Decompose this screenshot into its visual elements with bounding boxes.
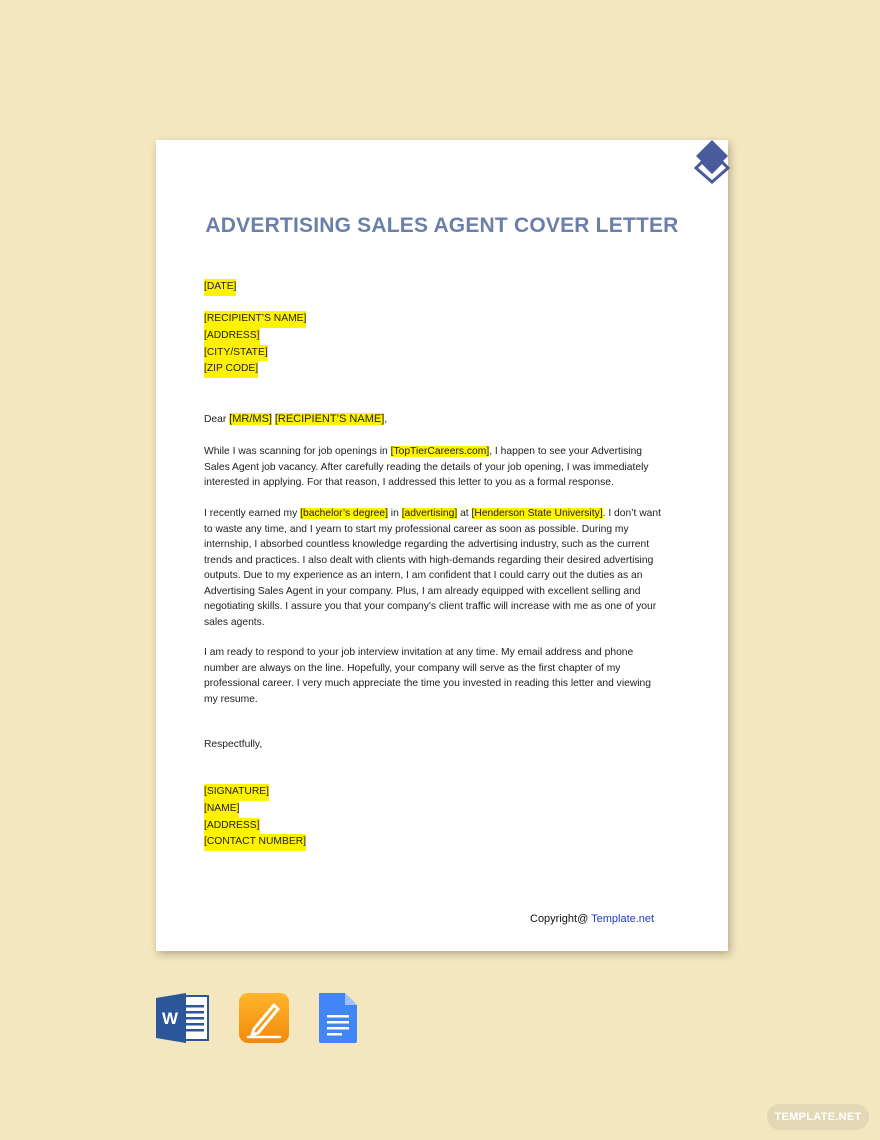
salutation-name: [RECIPIENT’S NAME]: [274, 413, 385, 425]
sender-name: [NAME]: [204, 801, 239, 818]
template-logo-icon: [694, 138, 730, 184]
degree-placeholder: [bachelor’s degree]: [300, 508, 388, 519]
paragraph-1: While I was scanning for job openings in [TopTierCareers.com], I happen to see your Advertising Sales Agent job vacancy. After carefully reading the details of your job opening, I was immediately interested in applying. For that reason, I addressed this letter to you as a formal response.: [204, 446, 649, 488]
word-icon[interactable]: [156, 993, 210, 1043]
salutation-title: [MR/MS]: [229, 413, 272, 425]
recipient-block: [204, 311, 306, 378]
date-placeholder: [DATE]: [204, 279, 236, 296]
recipient-name: [RECIPIENT’S NAME]: [204, 311, 306, 328]
paragraph-3: I am ready to respond to your job interview invitation at any time. My email address and phone number are always on the line. Hopefully, your company will serve as the first chapter of my professional career. I very much appreciate the time you invested in reading this letter and viewing my resume.: [204, 647, 652, 705]
recipient-zip: [ZIP CODE]: [204, 361, 258, 378]
recipient-address: [ADDRESS]: [204, 328, 260, 345]
salutation: Dear [MR/MS] [RECIPIENT’S NAME],: [204, 413, 388, 425]
recipient-city-state: [CITY/STATE]: [204, 345, 268, 362]
sender-address: [ADDRESS]: [204, 818, 260, 835]
letter-page: [156, 140, 728, 951]
signature-block: [204, 784, 306, 851]
closing: Respectfully,: [204, 739, 263, 750]
date-field: [204, 279, 236, 296]
svg-text:W: W: [161, 1009, 179, 1028]
copyright-link[interactable]: Template.net: [591, 913, 655, 925]
paragraph-2: I recently earned my [bachelor’s degree] in [advertising] at [Henderson State University]. I don’t want to waste any time, and I yearn to start my professional career as soon as possible. During my internship, I absorbed countless knowledge regarding the advertising industry, such as the current trends and practices. I also dealt with clients with high-demands regarding their desired advertising outputs. Due to my experience as an intern, I am confident that I could carry out the duties as an Advertising Sales Agent in your company. Plus, I am already equipped with excellent selling and negotiating skills. I assure you that your company's client traffic will increase with me as one of your sales agents.: [204, 508, 661, 628]
google-docs-icon[interactable]: [317, 993, 359, 1043]
pages-icon[interactable]: [238, 993, 290, 1043]
signature-placeholder: [SIGNATURE]: [204, 784, 269, 801]
sender-contact: [CONTACT NUMBER]: [204, 834, 306, 851]
template-net-watermark: TEMPLATE.NET: [767, 1104, 869, 1130]
field-placeholder: [advertising]: [401, 508, 458, 519]
job-site-placeholder: [TopTierCareers.com]: [390, 446, 490, 457]
copyright-line: Copyright@ Template.net: [530, 913, 655, 925]
university-placeholder: [Henderson State University]: [471, 508, 603, 519]
letter-title: ADVERTISING SALES AGENT COVER LETTER: [205, 214, 679, 237]
